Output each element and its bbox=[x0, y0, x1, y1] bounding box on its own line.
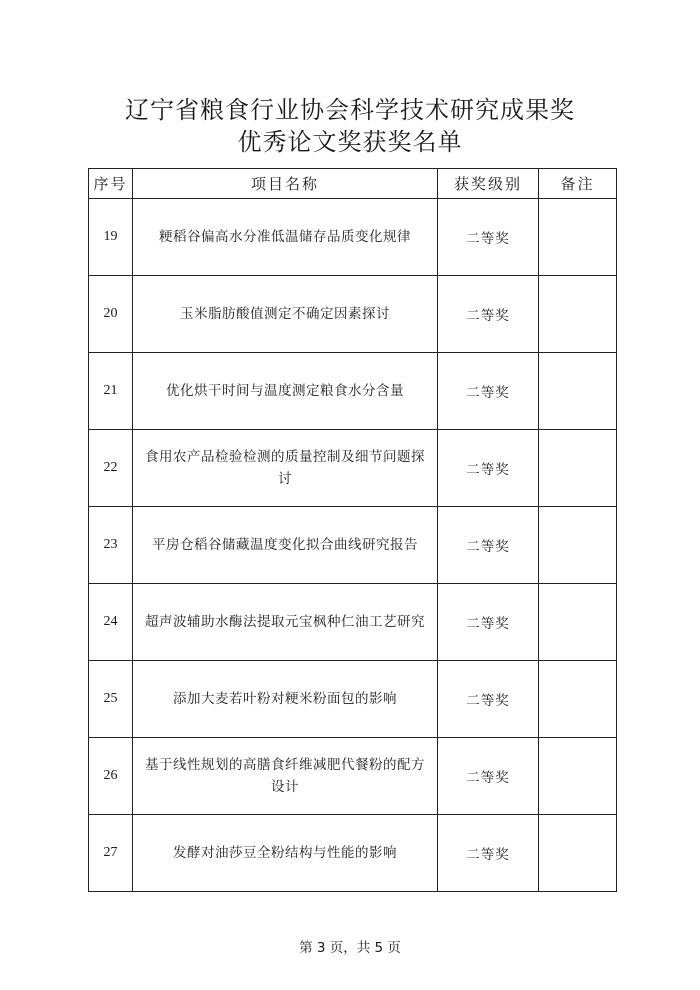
table-row bbox=[89, 353, 617, 430]
row-number: 26 bbox=[89, 738, 133, 815]
project-name: 基于线性规划的高膳食纤维减肥代餐粉的配方设计 bbox=[133, 738, 438, 815]
row-number: 25 bbox=[89, 661, 133, 738]
row-number: 23 bbox=[89, 507, 133, 584]
row-number: 27 bbox=[89, 815, 133, 892]
table-row bbox=[89, 199, 617, 276]
project-name: 玉米脂肪酸值测定不确定因素探讨 bbox=[133, 276, 438, 353]
row-number: 20 bbox=[89, 276, 133, 353]
table-row bbox=[89, 815, 617, 892]
remarks-cell bbox=[539, 815, 617, 892]
table-row bbox=[89, 507, 617, 584]
project-name: 优化烘干时间与温度测定粮食水分含量 bbox=[133, 353, 438, 430]
document-title-line2: 优秀论文奖获奖名单 bbox=[237, 128, 463, 156]
award-level: 二等奖 bbox=[438, 815, 539, 892]
remarks-cell bbox=[539, 276, 617, 353]
remarks-cell bbox=[539, 199, 617, 276]
remarks-cell bbox=[539, 661, 617, 738]
page-indicator: 第 3 页，共 5 页 bbox=[299, 940, 401, 956]
table-row bbox=[89, 661, 617, 738]
award-level: 二等奖 bbox=[438, 738, 539, 815]
award-level: 二等奖 bbox=[438, 353, 539, 430]
document-title-line1: 辽宁省粮食行业协会科学技术研究成果奖 bbox=[125, 96, 575, 124]
remarks-cell bbox=[539, 738, 617, 815]
project-name: 超声波辅助水酶法提取元宝枫种仁油工艺研究 bbox=[133, 584, 438, 661]
header-award-level: 获奖级别 bbox=[438, 169, 539, 199]
project-name: 食用农产品检验检测的质量控制及细节问题探讨 bbox=[133, 430, 438, 507]
award-level: 二等奖 bbox=[438, 430, 539, 507]
project-name: 粳稻谷偏高水分准低温储存品质变化规律 bbox=[133, 199, 438, 276]
project-name: 发酵对油莎豆全粉结构与性能的影响 bbox=[133, 815, 438, 892]
remarks-cell bbox=[539, 430, 617, 507]
table-header-row bbox=[89, 169, 617, 199]
project-name: 平房仓稻谷储藏温度变化拟合曲线研究报告 bbox=[133, 507, 438, 584]
table-row bbox=[89, 584, 617, 661]
project-name: 添加大麦若叶粉对粳米粉面包的影响 bbox=[133, 661, 438, 738]
row-number: 21 bbox=[89, 353, 133, 430]
header-project-name: 项目名称 bbox=[133, 169, 438, 199]
award-level: 二等奖 bbox=[438, 584, 539, 661]
header-serial: 序号 bbox=[89, 169, 133, 199]
award-level: 二等奖 bbox=[438, 661, 539, 738]
header-remarks: 备注 bbox=[539, 169, 617, 199]
row-number: 24 bbox=[89, 584, 133, 661]
award-level: 二等奖 bbox=[438, 507, 539, 584]
award-level: 二等奖 bbox=[438, 199, 539, 276]
table-row bbox=[89, 430, 617, 507]
remarks-cell bbox=[539, 353, 617, 430]
remarks-cell bbox=[539, 584, 617, 661]
row-number: 19 bbox=[89, 199, 133, 276]
row-number: 22 bbox=[89, 430, 133, 507]
awards-table bbox=[88, 168, 617, 892]
remarks-cell bbox=[539, 507, 617, 584]
table-row bbox=[89, 276, 617, 353]
award-level: 二等奖 bbox=[438, 276, 539, 353]
table-row bbox=[89, 738, 617, 815]
